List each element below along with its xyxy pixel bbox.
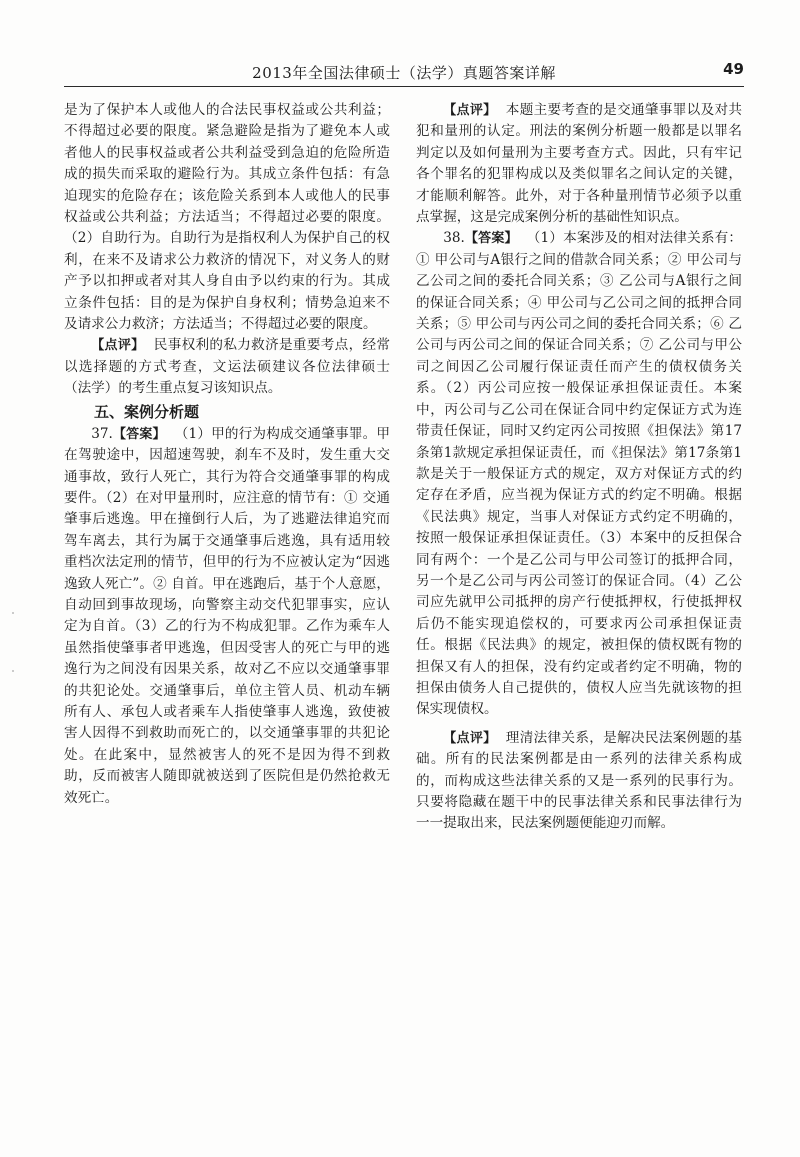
running-header	[64, 54, 744, 87]
comment-tag: 【点评】	[443, 103, 497, 118]
comment-text: 本题主要考查的是交通肇事罪以及对共犯和量刑的认定。刑法的案例分析题一般都是以罪名判定以及如何量刑为主要考查方式。因此，只有牢记各个罪名的犯罪构成以及类似罪名之间认定的关键，才能顺利解答。此外，对于各种量刑情节必须予以重点掌握，这是完成案例分析的基础性知识点。	[416, 102, 742, 226]
page-number: 49	[723, 60, 744, 78]
header-title: 2013年全国法律硕士（法学）真题答案详解	[252, 64, 556, 82]
comment-tag: 【点评】	[443, 730, 497, 746]
scan-speck	[12, 612, 14, 614]
answer-text: （1）本案涉及的相对法律关系有：① 甲公司与A银行之间的借款合同关系；② 甲公司与乙公司之间的委托合同关系；③ 乙公司与A银行之间的保证合同关系；④ 甲公司与乙公司之间的抵押合同关系；⑤ 甲公司与丙公司之间的委托合同关系；⑥ 乙公司与丙公司之间的保证合同关系；⑦ 乙公司与甲公司之间因乙公司履行保证责任而产生的债权债务关系。（2）丙公司应按一般保证承担保证责任。本案中，丙公司与乙公司在保证合同中约定保证方式为连带责任保证，同时又约定丙公司按照《担保法》第17条第1款规定承担保证责任，而《担保法》第17条第1款是关于一般保证方式的规定，双方对保证方式的约定存在矛盾，应当视为保证方式的约定不明确。根据《民法典》规定，当事人对保证方式约定不明确的，按照一般保证承担保证责任。（3）本案中的反担保合同有两个：一个是乙公司与甲公司签订的抵押合同，另一个是乙公司与丙公司签订的保证合同。（4）乙公司应先就甲公司抵押的房产行使抵押权，行使抵押权后仍不能实现追偿权的，可要求丙公司承担保证责任。根据《民法典》的规定，被担保的债权既有物的担保又有人的担保，没有约定或者约定不明确，物的担保由债务人自己提供的，债权人应当先就该物的担保实现债权。	[416, 230, 742, 718]
left-column	[64, 100, 390, 809]
comment-tag: 【点评】	[91, 338, 145, 354]
question-38-answer	[416, 228, 742, 720]
answer-tag: 【答案】	[112, 426, 166, 442]
comment-paragraph-2	[416, 100, 742, 228]
question-number: 38.	[443, 230, 465, 247]
paragraph-self-help-remedies: 是为了保护本人或他人的合法民事权益或公共利益；不得超过必要的限度。紧急避险是指为了避免本人或者他人的民事权益或者公共利益受到急迫的危险所造成的损失而采取的避险行为。其成立条件包括：有急迫现实的危险存在；该危险关系到本人或他人的民事权益或公共利益；方法适当；不得超过必要的限度。（2）自助行为。自助行为是指权利人为保护自己的权利，在来不及请求公力救济的情况下，对义务人的财产予以扣押或者对其人身自由予以约束的行为。其成立条件包括：目的是为保护自身权利；情势急迫来不及请求公力救济；方法适当；不得超过必要的限度。	[64, 102, 390, 333]
comment-paragraph-1	[64, 335, 390, 399]
comment-text: 理清法律关系，是解决民法案例题的基础。所有的民法案例都是由一系列的法律关系构成的，而构成这些法律关系的又是一系列的民事行为。只要将隐藏在题干中的民事法律关系和民事法律行为一一提取出来，民法案例题便能迎刃而解。	[416, 729, 742, 832]
comment-text: 民事权利的私力救济是重要考点，经常以选择题的方式考查，文运法硕建议各位法律硕士（法学）的考生重点复习该知识点。	[64, 337, 390, 397]
right-column	[416, 100, 742, 835]
answer-text: （1）甲的行为构成交通肇事罪。甲在驾驶途中，因超速驾驶，刹车不及时，发生重大交通事故，致行人死亡，其行为符合交通肇事罪的构成要件。（2）在对甲量刑时，应注意的情节有：① 交通肇事后逃逸。甲在撞倒行人后，为了逃避法律追究而驾车离去，其行为属于交通肇事后逃逸，具有适用较重档次法定刑的情节，但甲的行为不应被认定为“因逃逸致人死亡”。② 自首。甲在逃跑后，基于个人意愿，自动回到事故现场，向警察主动交代犯罪事实，应认定为自首。（3）乙的行为不构成犯罪。乙作为乘车人虽然指使肇事者甲逃逸，但因受害人的死亡与甲的逃逸行为之间没有因果关系，故对乙不应以交通肇事罪的共犯论处。交通肇事后，单位主管人员、机动车辆所有人、承包人或者乘车人指使肇事人逃逸，致使被害人因得不到救助而死亡的，以交通肇事罪的共犯论处。在此案中，显然被害人的死不是因为得不到救助，反而被害人随即就被送到了医院但是仍然抢救无效死亡。	[64, 425, 390, 806]
question-number: 37.	[91, 425, 113, 442]
section-heading: 五、案例分析题	[94, 402, 200, 421]
answer-tag: 【答案】	[464, 231, 518, 247]
question-37-answer	[64, 424, 390, 809]
scan-speck	[12, 670, 14, 672]
comment-paragraph-3	[416, 728, 742, 835]
